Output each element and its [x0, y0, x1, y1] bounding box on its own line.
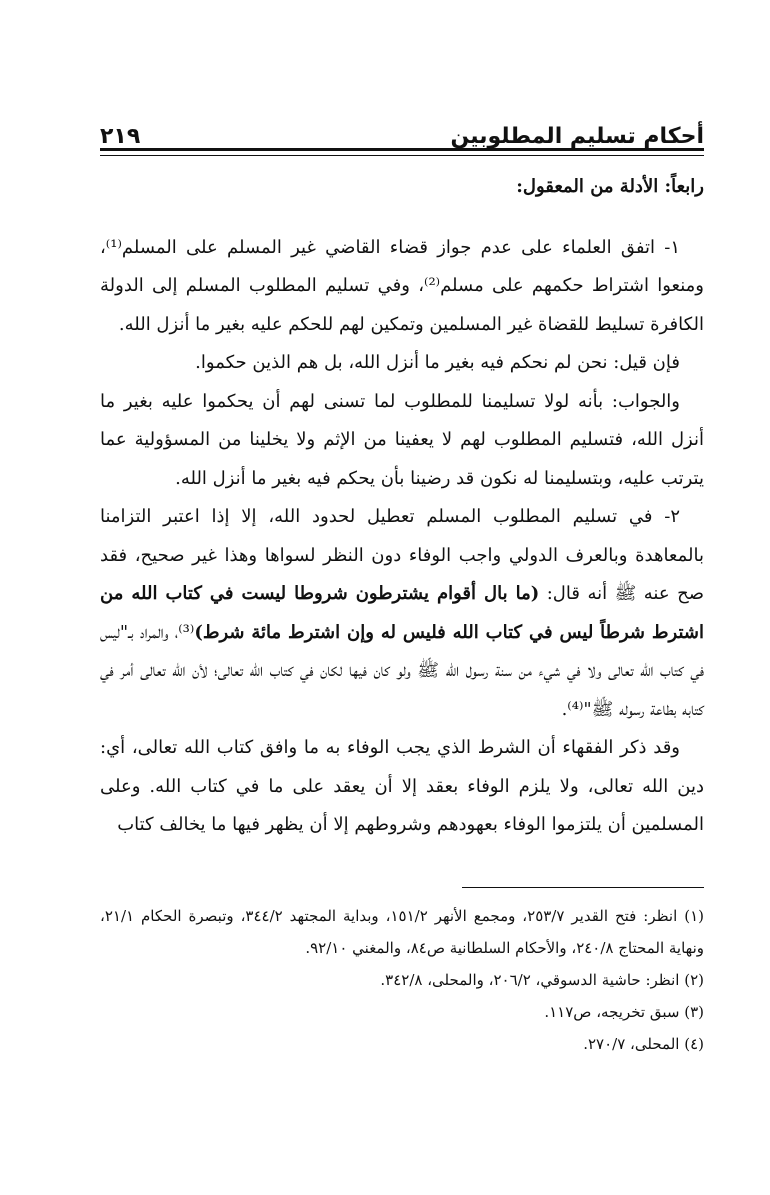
section-heading: رابعاً: الأدلة من المعقول:	[516, 176, 704, 197]
paragraph-4-rest: ⁽³⁾، والمراد بـ"ليس في كتاب الله تعالى ولا في شيء من سنة رسول الله ﷺ ولو كان فيها لكان في كتاب الله تعالى؛ لأن الله تعالى أمر في كتابه بطاعة رسوله ﷺ"⁽⁴⁾.	[100, 621, 704, 720]
footnote-1: (١) انظر: فتح القدير ٢٥٣/٧، ومجمع الأنهر ١٥١/٢، وبداية المجتهد ٣٤٤/٢، وتبصرة الحكام ٢١/١، ونهاية المحتاج ٢٤٠/٨، والأحكام السلطانية ص٨٤، والمغني ٩٢/١٠.	[100, 907, 704, 957]
paragraph-2: فإن قيل: نحن لم نحكم فيه بغير ما أنزل الله، بل هم الذين حكموا.	[195, 352, 680, 373]
paragraph-3: والجواب: بأنه لولا تسليمنا للمطلوب لما تسنى لهم أن يحكموا عليه بغير ما أنزل الله، فتسليم المطلوب لهم لا يعفينا من الإثم ولا يخلينا من المسؤولية عما يترتب عليه، وبتسليمنا له نكون قد رضينا بأن يحكم فيه بغير ما أنزل الله.	[100, 390, 704, 489]
footnote-separator	[462, 887, 704, 888]
footnotes	[100, 900, 704, 1060]
paragraph-5: وقد ذكر الفقهاء أن الشرط الذي يجب الوفاء به ما وافق كتاب الله تعالى، أي: دين الله تعالى، ولا يلزم الوفاء بعقد إلا أن يعقد على ما في كتاب الله. وعلى المسلمين أن يلتزموا الوفاء بعهودهم وشروطهم إلا أن يظهر فيها ما يخالف كتاب	[100, 737, 704, 835]
footnote-4: (٤) المحلى، ٢٧٠/٧.	[583, 1035, 704, 1053]
footnote-3: (٣) سبق تخريجه، ص١١٧.	[544, 1003, 704, 1021]
footnote-2: (٢) انظر: حاشية الدسوقي، ٢٠٦/٢، والمحلى، ٣٤٢/٨.	[380, 971, 704, 989]
paragraph-1: ١- اتفق العلماء على عدم جواز قضاء القاضي غير المسلم على المسلم⁽¹⁾، ومنعوا اشتراط حكمهم على مسلم⁽²⁾، وفي تسليم المطلوب المسلم إلى الدولة الكافرة تسليط للقضاة غير المسلمين وتمكين لهم للحكم عليه بغير ما أنزل الله.	[100, 236, 704, 335]
running-title: أحكام تسليم المطلوبين	[450, 124, 704, 149]
header-rule-thin	[100, 155, 704, 156]
hadith-quote: (ما بال أقوام يشترطون شروطا ليست في كتاب الله من اشترط شرطاً ليس في كتاب الله فليس له وإن اشترط مائة شرط)	[100, 583, 704, 643]
header-rule	[100, 148, 704, 151]
running-header	[100, 108, 704, 148]
main-text	[100, 168, 704, 845]
page-number: ٢١٩	[100, 124, 141, 149]
paragraph-4	[100, 498, 704, 729]
paragraph-4-intro: ٢- في تسليم المطلوب المسلم تعطيل لحدود الله، إلا إذا اعتبر التزامنا بالمعاهدة وبالعرف الدولي واجب الوفاء دون النظر لسواها وهذا غير صحيح، فقد صح عنه ﷺ أنه قال:	[100, 506, 704, 604]
